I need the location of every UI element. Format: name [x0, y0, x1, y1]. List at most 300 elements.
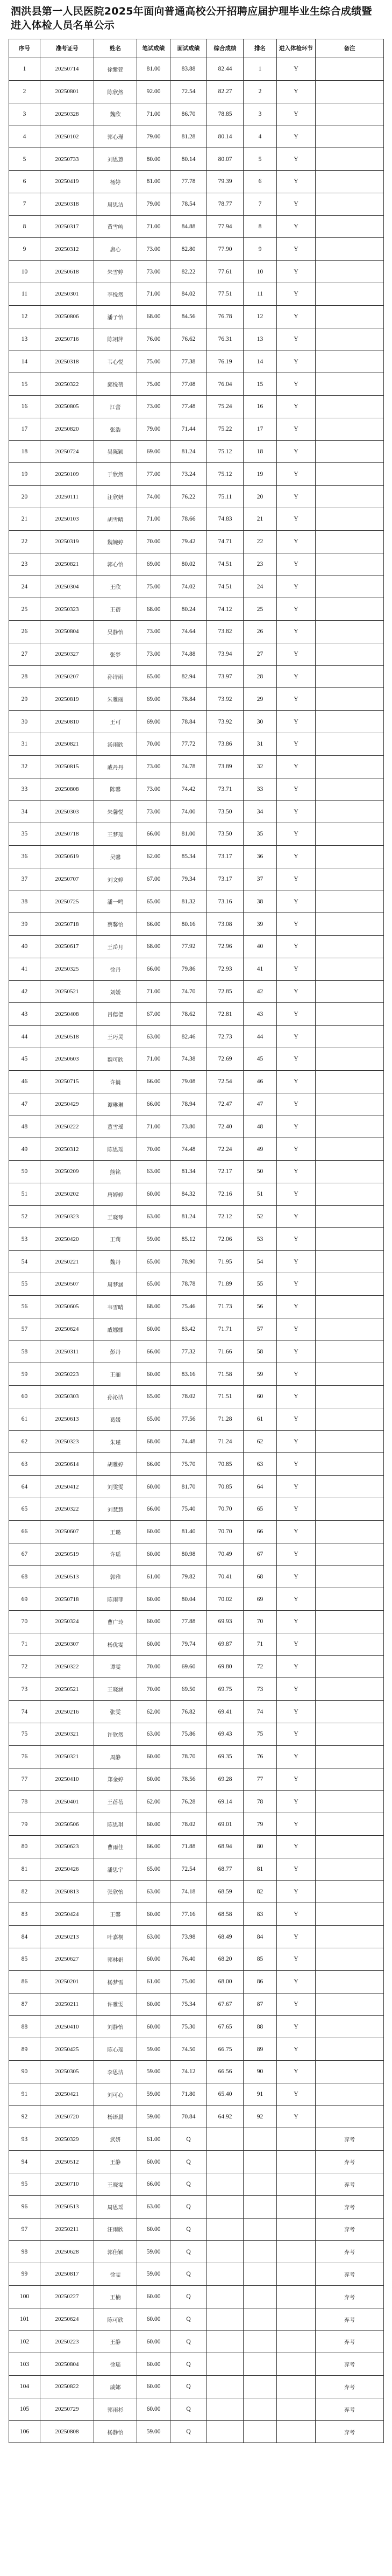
- cell-interview: 77.72: [170, 733, 207, 755]
- cell-rank: 5: [244, 148, 277, 171]
- cell-written: 65.00: [137, 665, 170, 688]
- cell-physical: Y: [277, 733, 316, 755]
- cell-name: 唐心: [94, 238, 137, 261]
- cell-name: 刘静怡: [94, 2016, 137, 2038]
- cell-interview: 81.70: [170, 1476, 207, 1498]
- table-row: [9, 1161, 384, 1183]
- cell-seq: 22: [9, 530, 40, 553]
- cell-total: 72.54: [207, 1070, 244, 1093]
- cell-interview: 74.70: [170, 980, 207, 1003]
- cell-remark: [316, 1835, 384, 1858]
- table-row: [9, 1678, 384, 1701]
- cell-interview: 72.54: [170, 80, 207, 103]
- cell-seq: 48: [9, 1115, 40, 1138]
- cell-rank: 3: [244, 103, 277, 125]
- cell-seq: 105: [9, 2398, 40, 2420]
- cell-rank: 17: [244, 418, 277, 440]
- cell-seq: 103: [9, 2353, 40, 2376]
- table-row: [9, 1273, 384, 1296]
- cell-name: 于欣然: [94, 463, 137, 486]
- header-written: 笔试成绩: [137, 39, 170, 58]
- cell-seq: 2: [9, 80, 40, 103]
- cell-interview: 75.70: [170, 1453, 207, 1476]
- cell-interview: 72.54: [170, 1858, 207, 1880]
- cell-seq: 3: [9, 103, 40, 125]
- cell-seq: 82: [9, 1880, 40, 1903]
- cell-name: 武妍: [94, 2128, 137, 2151]
- cell-exam-no: 20250109: [40, 463, 94, 486]
- cell-physical: Y: [277, 823, 316, 846]
- table-row: [9, 395, 384, 418]
- cell-interview: 71.44: [170, 418, 207, 440]
- cell-remark: [316, 620, 384, 643]
- cell-name: 刘思蒽: [94, 148, 137, 171]
- cell-name: 吴馨: [94, 845, 137, 868]
- cell-total: 71.95: [207, 1251, 244, 1273]
- cell-name: 周思洁: [94, 193, 137, 215]
- cell-written: 65.00: [137, 1858, 170, 1880]
- cell-rank: 40: [244, 936, 277, 958]
- cell-written: 75.00: [137, 373, 170, 396]
- cell-name: 吕偲偲: [94, 1003, 137, 1026]
- cell-interview: 78.84: [170, 688, 207, 711]
- cell-interview: 74.00: [170, 801, 207, 823]
- cell-remark: [316, 1228, 384, 1251]
- cell-name: 王梦瑶: [94, 823, 137, 846]
- cell-total: [207, 2151, 244, 2173]
- cell-written: 61.00: [137, 2128, 170, 2151]
- cell-interview: 82.80: [170, 238, 207, 261]
- cell-physical: Y: [277, 1228, 316, 1251]
- header-interview: 面试成绩: [170, 39, 207, 58]
- cell-name: 王静: [94, 2151, 137, 2173]
- cell-remark: [316, 1183, 384, 1205]
- cell-written: 69.00: [137, 711, 170, 733]
- cell-seq: 55: [9, 1273, 40, 1296]
- cell-exam-no: 20250804: [40, 2353, 94, 2376]
- cell-remark: [316, 305, 384, 328]
- cell-seq: 4: [9, 125, 40, 148]
- table-row: [9, 643, 384, 665]
- cell-seq: 37: [9, 868, 40, 890]
- cell-rank: 79: [244, 1813, 277, 1836]
- cell-total: 67.67: [207, 1993, 244, 2016]
- cell-exam-no: 20250808: [40, 778, 94, 801]
- cell-name: 胡雅婷: [94, 1453, 137, 1476]
- cell-physical: Y: [277, 1115, 316, 1138]
- cell-interview: 77.88: [170, 1610, 207, 1633]
- cell-seq: 92: [9, 2105, 40, 2128]
- table-row: [9, 1498, 384, 1521]
- cell-exam-no: 20250613: [40, 1408, 94, 1430]
- cell-exam-no: 20250327: [40, 643, 94, 665]
- cell-seq: 36: [9, 845, 40, 868]
- cell-written: 63.00: [137, 1723, 170, 1745]
- cell-written: 66.00: [137, 1340, 170, 1363]
- cell-interview: 73.80: [170, 1115, 207, 1138]
- table-row: [9, 170, 384, 193]
- cell-total: 78.85: [207, 103, 244, 125]
- table-row: [9, 1115, 384, 1138]
- cell-rank: 34: [244, 801, 277, 823]
- cell-physical: Y: [277, 980, 316, 1003]
- table-row: [9, 238, 384, 261]
- cell-name: 叶嘉桐: [94, 1926, 137, 1948]
- cell-remark: [316, 395, 384, 418]
- cell-name: 杨梦雪: [94, 1970, 137, 1993]
- cell-remark: [316, 2060, 384, 2083]
- cell-interview: 75.34: [170, 1993, 207, 2016]
- table-row: [9, 1701, 384, 1723]
- cell-name: 徐瑶: [94, 2353, 137, 2376]
- cell-physical: Y: [277, 1768, 316, 1791]
- cell-exam-no: 20250624: [40, 2308, 94, 2331]
- cell-seq: 13: [9, 328, 40, 350]
- cell-total: 69.93: [207, 1610, 244, 1633]
- cell-remark: [316, 1093, 384, 1115]
- cell-seq: 14: [9, 350, 40, 373]
- cell-total: 71.51: [207, 1386, 244, 1408]
- cell-written: 71.00: [137, 980, 170, 1003]
- cell-remark: [316, 1138, 384, 1161]
- cell-written: 65.00: [137, 1408, 170, 1430]
- table-row: [9, 823, 384, 846]
- cell-interview: 74.88: [170, 643, 207, 665]
- cell-exam-no: 20250211: [40, 2218, 94, 2241]
- cell-total: 74.71: [207, 530, 244, 553]
- cell-seq: 61: [9, 1408, 40, 1430]
- cell-written: 59.00: [137, 1228, 170, 1251]
- table-row: [9, 1723, 384, 1745]
- cell-exam-no: 20250815: [40, 755, 94, 778]
- cell-written: 60.00: [137, 2016, 170, 2038]
- cell-exam-no: 20250618: [40, 261, 94, 283]
- cell-exam-no: 20250103: [40, 508, 94, 530]
- cell-physical: Y: [277, 463, 316, 486]
- cell-total: 70.49: [207, 1543, 244, 1566]
- table-row: [9, 1791, 384, 1813]
- cell-exam-no: 20250323: [40, 1430, 94, 1453]
- cell-exam-no: 20250804: [40, 620, 94, 643]
- cell-total: 74.12: [207, 598, 244, 621]
- cell-exam-no: 20250209: [40, 1161, 94, 1183]
- cell-physical: Y: [277, 1723, 316, 1745]
- cell-seq: 42: [9, 980, 40, 1003]
- cell-interview: 74.78: [170, 755, 207, 778]
- cell-total: 73.97: [207, 665, 244, 688]
- cell-remark: [316, 1970, 384, 1993]
- cell-written: 79.00: [137, 193, 170, 215]
- cell-remark: [316, 2083, 384, 2105]
- cell-written: 73.00: [137, 395, 170, 418]
- cell-exam-no: 20250429: [40, 1093, 94, 1115]
- cell-total: 72.96: [207, 936, 244, 958]
- cell-physical: Y: [277, 193, 316, 215]
- cell-seq: 71: [9, 1633, 40, 1655]
- cell-total: 72.16: [207, 1183, 244, 1205]
- cell-seq: 23: [9, 553, 40, 575]
- cell-total: 75.12: [207, 463, 244, 486]
- cell-physical: Y: [277, 1318, 316, 1340]
- cell-exam-no: 20250813: [40, 1880, 94, 1903]
- cell-remark: [316, 283, 384, 305]
- cell-exam-no: 20250221: [40, 1251, 94, 1273]
- cell-written: 73.00: [137, 801, 170, 823]
- cell-exam-no: 20250323: [40, 1205, 94, 1228]
- cell-remark: [316, 170, 384, 193]
- cell-total: 74.51: [207, 553, 244, 575]
- cell-remark: [316, 665, 384, 688]
- cell-seq: 83: [9, 1903, 40, 1926]
- cell-physical: Y: [277, 1858, 316, 1880]
- cell-exam-no: 20250506: [40, 1813, 94, 1836]
- cell-total: 71.24: [207, 1430, 244, 1453]
- table-row: [9, 2083, 384, 2105]
- table-row: [9, 1633, 384, 1655]
- cell-exam-no: 20250614: [40, 1453, 94, 1476]
- cell-seq: 99: [9, 2263, 40, 2286]
- cell-total: [207, 2195, 244, 2218]
- cell-name: 张浩: [94, 418, 137, 440]
- cell-remark: [316, 1880, 384, 1903]
- table-row: [9, 2128, 384, 2151]
- cell-remark: 弃考: [316, 2398, 384, 2420]
- cell-written: 65.00: [137, 890, 170, 913]
- table-row: [9, 1880, 384, 1903]
- cell-exam-no: 20250805: [40, 395, 94, 418]
- cell-name: 许巍: [94, 1070, 137, 1093]
- table-row: [9, 440, 384, 463]
- cell-exam-no: 20250607: [40, 1520, 94, 1543]
- cell-exam-no: 20250724: [40, 440, 94, 463]
- cell-written: 59.00: [137, 2420, 170, 2443]
- table-row: [9, 553, 384, 575]
- header-rank: 排名: [244, 39, 277, 58]
- cell-physical: Y: [277, 148, 316, 171]
- cell-written: 65.00: [137, 1386, 170, 1408]
- cell-remark: [316, 1745, 384, 1768]
- cell-interview: 81.24: [170, 440, 207, 463]
- cell-exam-no: 20250323: [40, 598, 94, 621]
- cell-exam-no: 20250512: [40, 2151, 94, 2173]
- cell-name: 许雅雯: [94, 1993, 137, 2016]
- cell-interview: 69.60: [170, 1655, 207, 1678]
- cell-seq: 41: [9, 958, 40, 980]
- cell-written: 60.00: [137, 1318, 170, 1340]
- cell-interview: 76.82: [170, 1701, 207, 1723]
- cell-exam-no: 20250603: [40, 1048, 94, 1071]
- cell-seq: 29: [9, 688, 40, 711]
- cell-seq: 35: [9, 823, 40, 846]
- cell-seq: 72: [9, 1655, 40, 1678]
- cell-rank: 66: [244, 1520, 277, 1543]
- cell-rank: 49: [244, 1138, 277, 1161]
- cell-written: 66.00: [137, 1093, 170, 1115]
- cell-written: 70.00: [137, 1655, 170, 1678]
- cell-interview: 79.42: [170, 530, 207, 553]
- cell-rank: 71: [244, 1633, 277, 1655]
- cell-interview: 84.56: [170, 305, 207, 328]
- cell-physical: Y: [277, 1993, 316, 2016]
- cell-name: 邱悦蓓: [94, 373, 137, 396]
- cell-remark: [316, 463, 384, 486]
- cell-rank: 82: [244, 1880, 277, 1903]
- cell-written: 62.00: [137, 845, 170, 868]
- cell-remark: [316, 1723, 384, 1745]
- cell-seq: 16: [9, 395, 40, 418]
- cell-remark: [316, 1070, 384, 1093]
- table-row: [9, 936, 384, 958]
- cell-remark: 弃考: [316, 2376, 384, 2398]
- cell-interview: 74.38: [170, 1048, 207, 1071]
- cell-rank: [244, 2263, 277, 2286]
- cell-seq: 18: [9, 440, 40, 463]
- cell-name: 王可: [94, 711, 137, 733]
- cell-name: 郭心瑾: [94, 125, 137, 148]
- cell-written: 75.00: [137, 350, 170, 373]
- cell-total: 76.78: [207, 305, 244, 328]
- cell-written: 63.00: [137, 2195, 170, 2218]
- cell-interview: Q: [170, 2285, 207, 2308]
- table-row: [9, 193, 384, 215]
- cell-seq: 68: [9, 1566, 40, 1588]
- cell-physical: Y: [277, 125, 316, 148]
- cell-remark: [316, 1048, 384, 1071]
- cell-exam-no: 20250820: [40, 418, 94, 440]
- cell-remark: [316, 1610, 384, 1633]
- cell-exam-no: 20250202: [40, 1183, 94, 1205]
- table-row: [9, 1318, 384, 1340]
- cell-total: [207, 2398, 244, 2420]
- cell-rank: [244, 2420, 277, 2443]
- cell-interview: 77.48: [170, 395, 207, 418]
- cell-rank: 64: [244, 1476, 277, 1498]
- cell-remark: [316, 1295, 384, 1318]
- cell-name: 王蓓: [94, 598, 137, 621]
- table-row: [9, 2016, 384, 2038]
- cell-exam-no: 20250420: [40, 1228, 94, 1251]
- header-seq: 序号: [9, 39, 40, 58]
- cell-total: 69.14: [207, 1791, 244, 1813]
- cell-remark: [316, 1520, 384, 1543]
- cell-total: 72.17: [207, 1161, 244, 1183]
- cell-total: [207, 2353, 244, 2376]
- cell-total: 72.40: [207, 1115, 244, 1138]
- table-row: [9, 1363, 384, 1386]
- cell-name: 周思瑶: [94, 2195, 137, 2218]
- table-row: [9, 1026, 384, 1048]
- cell-remark: [316, 373, 384, 396]
- cell-name: 许欣然: [94, 1723, 137, 1745]
- table-row: [9, 1566, 384, 1588]
- cell-rank: 60: [244, 1386, 277, 1408]
- cell-exam-no: 20250213: [40, 1926, 94, 1948]
- cell-total: 68.77: [207, 1858, 244, 1880]
- cell-interview: 84.88: [170, 215, 207, 238]
- cell-written: 63.00: [137, 1205, 170, 1228]
- cell-name: 徐紫萱: [94, 58, 137, 81]
- cell-remark: [316, 2016, 384, 2038]
- cell-physical: Y: [277, 2038, 316, 2061]
- cell-physical: Y: [277, 1430, 316, 1453]
- cell-seq: 51: [9, 1183, 40, 1205]
- cell-remark: 弃考: [316, 2331, 384, 2353]
- cell-interview: 75.30: [170, 2016, 207, 2038]
- cell-rank: 44: [244, 1026, 277, 1048]
- cell-physical: Y: [277, 778, 316, 801]
- cell-remark: [316, 598, 384, 621]
- cell-exam-no: 20250718: [40, 823, 94, 846]
- cell-physical: Y: [277, 1070, 316, 1093]
- cell-total: 73.71: [207, 778, 244, 801]
- cell-written: 71.00: [137, 1115, 170, 1138]
- cell-written: 67.00: [137, 1003, 170, 1026]
- cell-seq: 25: [9, 598, 40, 621]
- table-row: [9, 1610, 384, 1633]
- cell-name: 曹广玲: [94, 1610, 137, 1633]
- cell-interview: 78.56: [170, 1768, 207, 1791]
- cell-written: 61.00: [137, 1566, 170, 1588]
- table-row: [9, 2376, 384, 2398]
- cell-physical: Y: [277, 395, 316, 418]
- cell-name: 郭心怡: [94, 553, 137, 575]
- cell-rank: 29: [244, 688, 277, 711]
- cell-exam-no: 20250410: [40, 1768, 94, 1791]
- table-row: [9, 508, 384, 530]
- cell-total: 76.31: [207, 328, 244, 350]
- cell-rank: [244, 2285, 277, 2308]
- cell-remark: [316, 823, 384, 846]
- cell-written: 59.00: [137, 2241, 170, 2263]
- cell-remark: [316, 711, 384, 733]
- cell-name: 戚娜娜: [94, 1318, 137, 1340]
- cell-rank: 13: [244, 328, 277, 350]
- cell-interview: Q: [170, 2218, 207, 2241]
- cell-written: 63.00: [137, 1880, 170, 1903]
- cell-exam-no: 20250201: [40, 1970, 94, 1993]
- cell-rank: [244, 2331, 277, 2353]
- table-row: [9, 1858, 384, 1880]
- cell-total: 76.04: [207, 373, 244, 396]
- cell-exam-no: 20250424: [40, 1903, 94, 1926]
- cell-name: 朱瑾: [94, 1430, 137, 1453]
- cell-total: 75.22: [207, 418, 244, 440]
- cell-interview: 81.32: [170, 890, 207, 913]
- cell-seq: 45: [9, 1048, 40, 1071]
- cell-rank: 28: [244, 665, 277, 688]
- cell-interview: Q: [170, 2195, 207, 2218]
- table-row: [9, 1093, 384, 1115]
- cell-name: 江蕾: [94, 395, 137, 418]
- cell-seq: 50: [9, 1161, 40, 1183]
- cell-written: 60.00: [137, 1588, 170, 1611]
- cell-rank: 88: [244, 2016, 277, 2038]
- cell-total: 69.87: [207, 1633, 244, 1655]
- cell-name: 陈心瑶: [94, 2038, 137, 2061]
- cell-physical: [277, 2128, 316, 2151]
- cell-physical: Y: [277, 1926, 316, 1948]
- cell-remark: [316, 1003, 384, 1026]
- cell-physical: Y: [277, 711, 316, 733]
- cell-physical: Y: [277, 620, 316, 643]
- cell-seq: 78: [9, 1791, 40, 1813]
- cell-exam-no: 20250513: [40, 1566, 94, 1588]
- cell-written: 66.00: [137, 913, 170, 936]
- cell-total: [207, 2308, 244, 2331]
- cell-rank: 45: [244, 1048, 277, 1071]
- cell-written: 59.00: [137, 2105, 170, 2128]
- cell-rank: 69: [244, 1588, 277, 1611]
